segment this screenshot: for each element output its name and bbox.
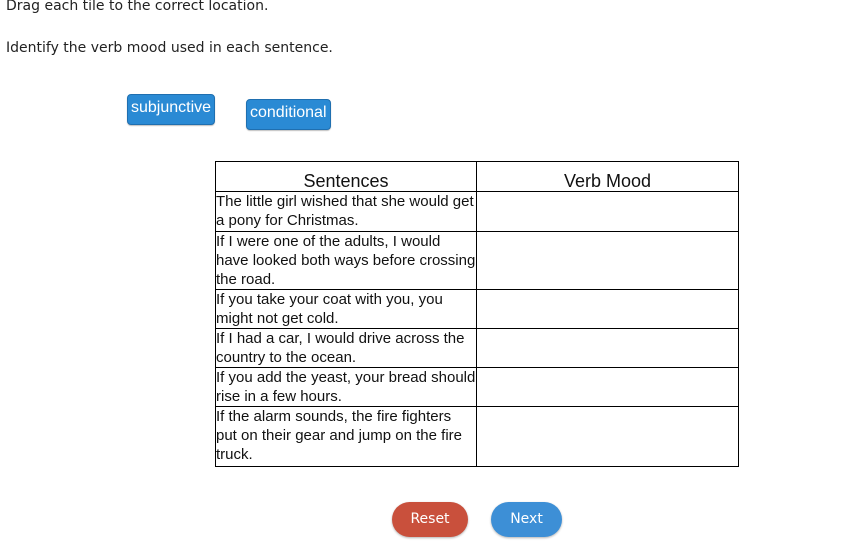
drop-zone[interactable] xyxy=(477,232,739,290)
next-button[interactable]: Next xyxy=(491,502,562,537)
sentence-cell: If I had a car, I would drive across the country to the ocean. xyxy=(216,329,477,368)
table-row xyxy=(216,232,739,290)
header-verb-mood: Verb Mood xyxy=(477,162,739,192)
sentence-cell: If I were one of the adults, I would have looked both ways before crossing the road. xyxy=(216,233,476,288)
question-prompt: Identify the verb mood used in each sentence. xyxy=(6,40,333,56)
reset-button[interactable]: Reset xyxy=(392,502,468,537)
table-row xyxy=(216,290,739,329)
drop-zone[interactable] xyxy=(477,290,739,329)
table-row xyxy=(216,368,739,407)
table-row xyxy=(216,192,739,232)
table-row xyxy=(216,407,739,467)
sentence-cell: The little girl wished that she would get a pony for Christmas. xyxy=(216,192,477,232)
tile-conditional[interactable]: conditional xyxy=(246,99,331,130)
verb-mood-table xyxy=(215,161,739,467)
sentence-cell: If the alarm sounds, the fire fighters put on their gear and jump on the fire truck. xyxy=(216,407,477,467)
table-header-row xyxy=(216,162,739,192)
drop-zone[interactable] xyxy=(477,329,739,368)
tile-subjunctive[interactable]: subjunctive xyxy=(127,94,215,125)
sentence-cell: If you take your coat with you, you might not get cold. xyxy=(216,290,477,329)
table-row xyxy=(216,329,739,368)
sentence-cell: If you add the yeast, your bread should rise in a few hours. xyxy=(216,369,476,405)
header-sentences: Sentences xyxy=(216,162,477,192)
drop-zone[interactable] xyxy=(477,368,739,407)
drop-zone[interactable] xyxy=(477,407,739,467)
drag-instruction: Drag each tile to the correct location. xyxy=(6,0,269,14)
drop-zone[interactable] xyxy=(477,192,739,232)
